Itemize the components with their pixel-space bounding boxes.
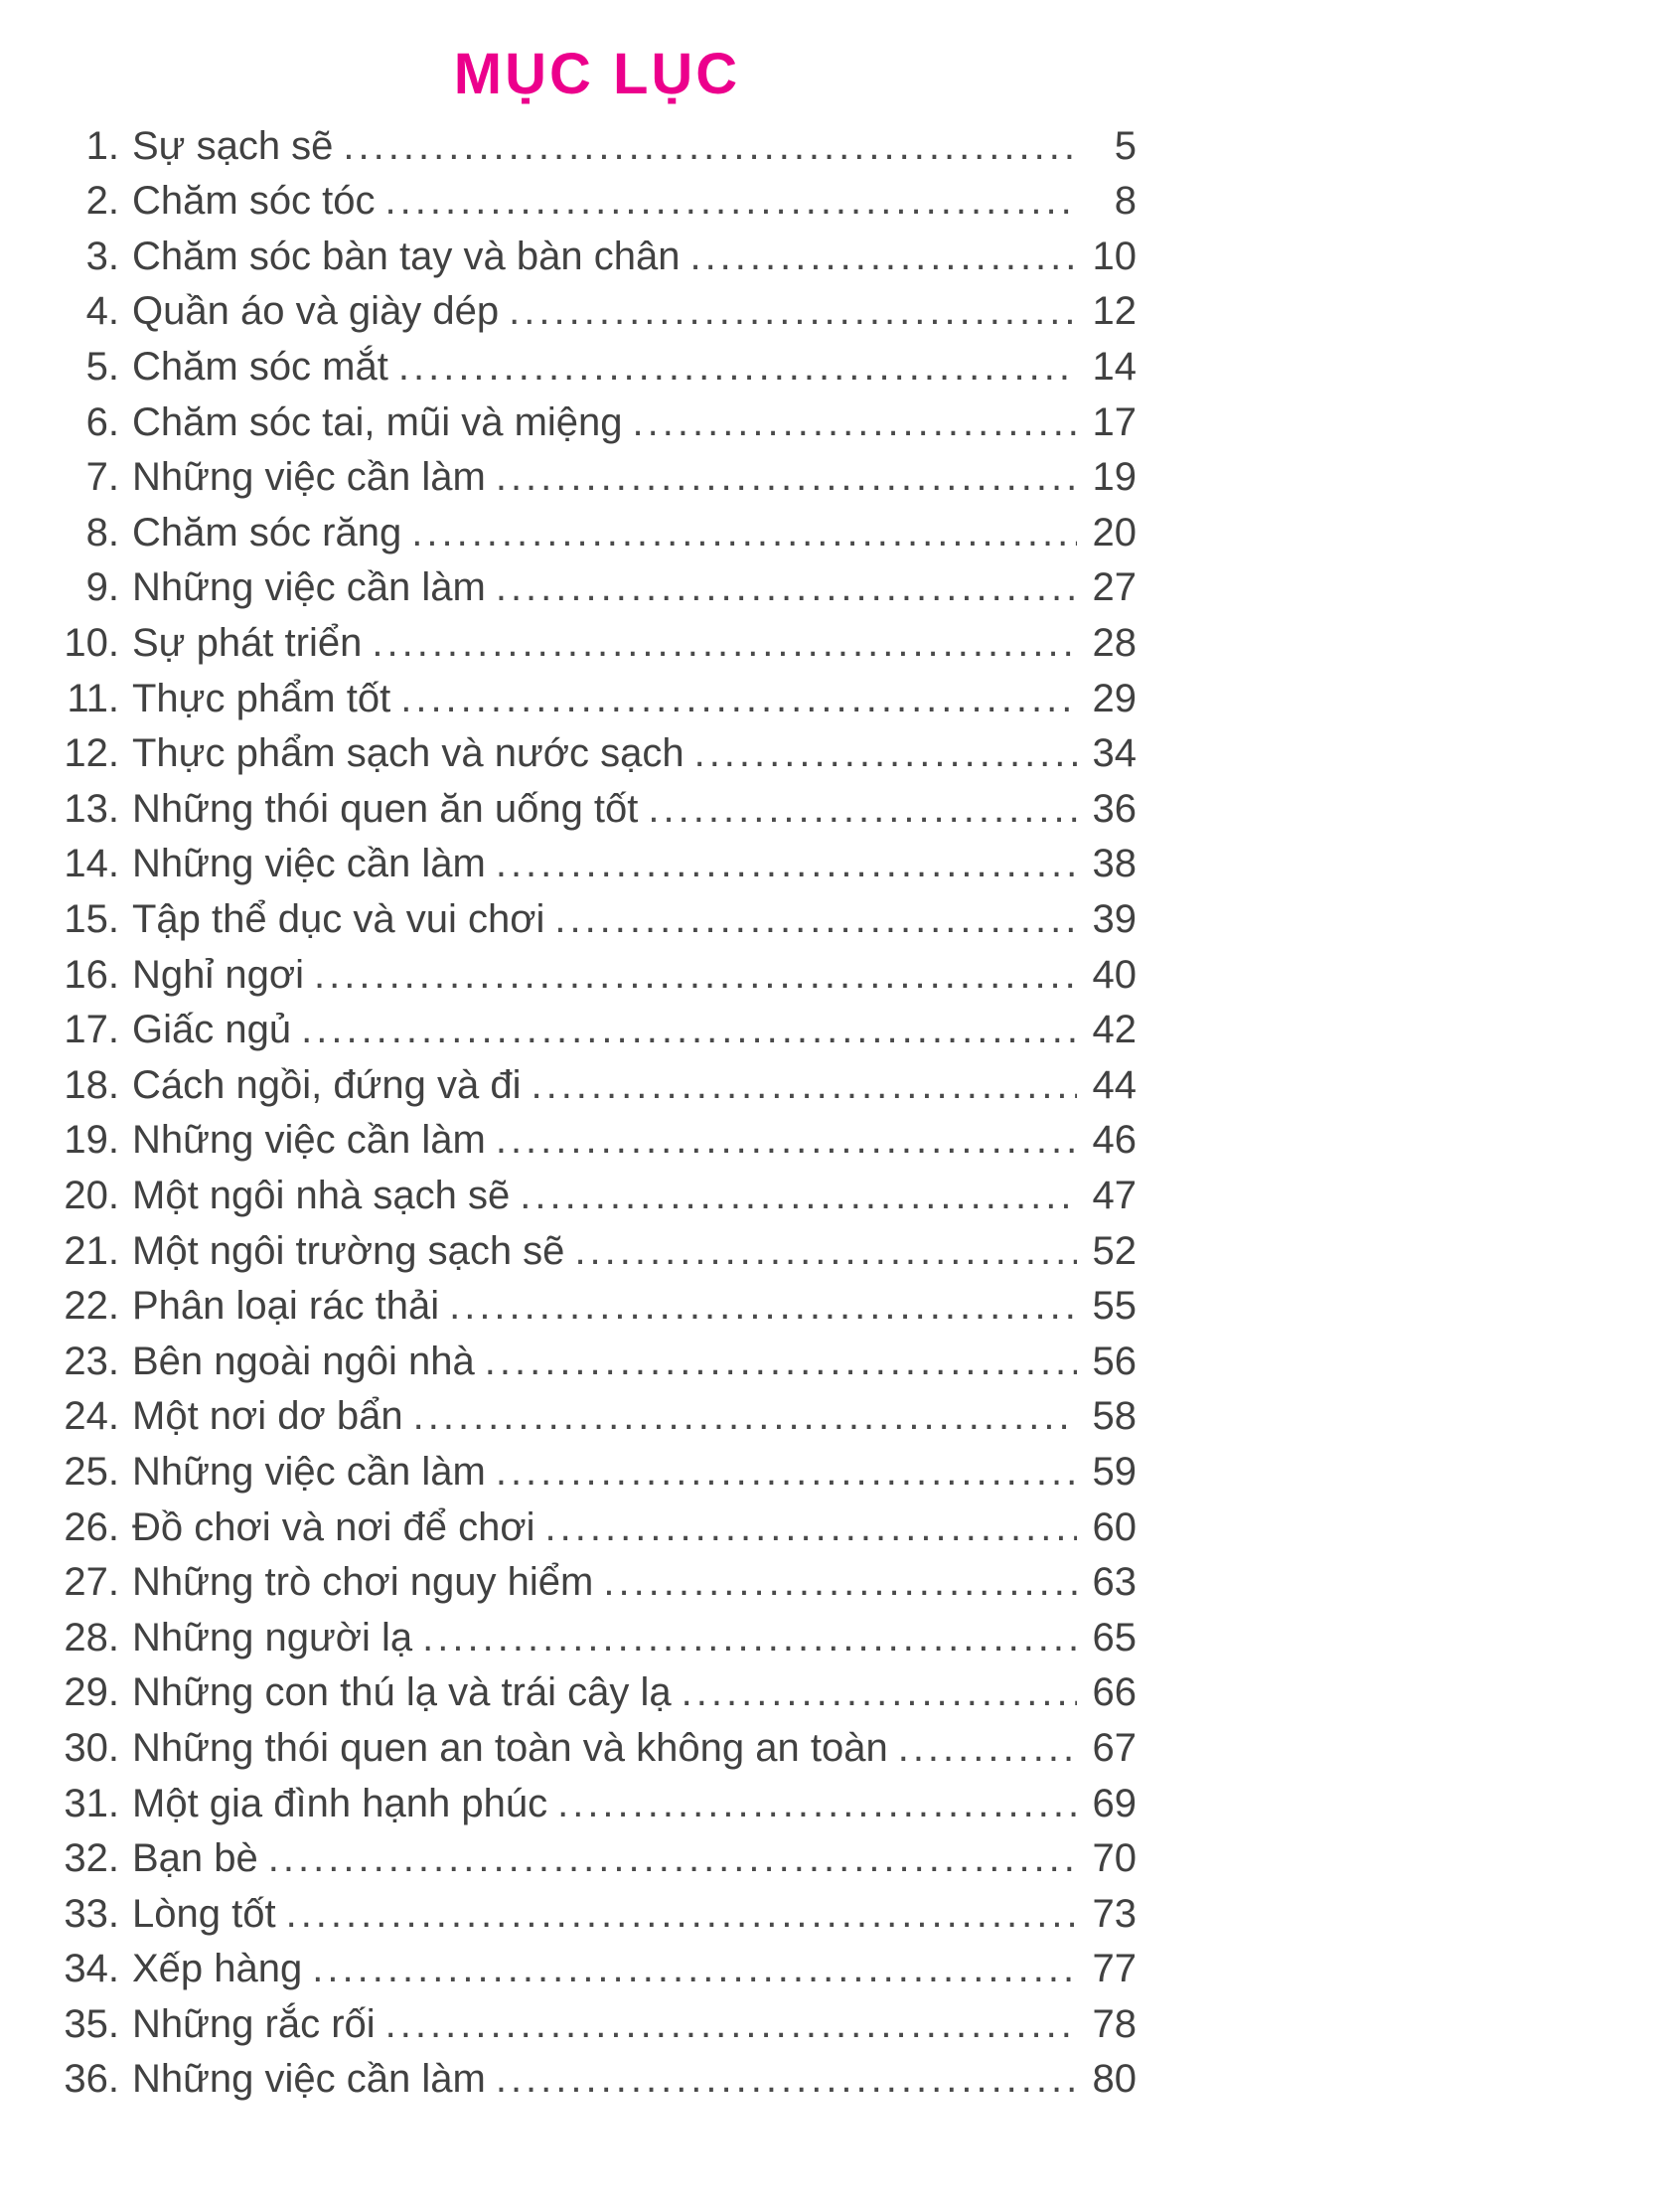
toc-item-label: Sự phát triển [132,621,363,666]
toc-item-page: 67 [1092,1725,1137,1770]
toc-row [58,1394,1137,1450]
toc-item-label: Những việc cần làm [132,2057,486,2102]
dot-leader [385,179,1077,224]
toc-item-number: 19. [64,1118,119,1163]
toc-item-number: 33. [64,1891,119,1936]
toc-item-label: Lòng tốt [132,1891,276,1936]
toc-row [58,1726,1137,1782]
toc-item-label: Quần áo và giày dép [132,289,500,334]
toc-item-label: Tập thể dục và vui chơi [132,897,545,941]
dot-leader [557,1782,1077,1826]
toc-item-page: 8 [1114,179,1137,224]
toc-item-label: Những việc cần làm [132,565,486,610]
dot-leader [312,1947,1077,1991]
toc-row [58,1947,1137,2002]
toc-item-label: Phân loại rác thải [132,1284,440,1329]
toc-item-page: 46 [1092,1118,1137,1163]
toc-item-page: 80 [1092,2057,1137,2102]
toc-item-label: Những người lạ [132,1615,413,1659]
toc-item-page: 69 [1092,1781,1137,1825]
toc-item-number: 22. [64,1284,119,1329]
toc-row [58,897,1137,953]
toc-item-number: 4. [85,289,119,334]
toc-row [58,1340,1137,1395]
dot-leader [449,1284,1077,1329]
dot-leader [385,2002,1077,2047]
toc-row [58,124,1137,180]
toc-item-number: 34. [64,1947,119,1991]
toc-item-number: 17. [64,1008,119,1052]
toc-item-label: Những việc cần làm [132,842,486,886]
toc-item-number: 18. [64,1062,119,1107]
toc-item-page: 47 [1092,1173,1137,1217]
toc-row [58,1616,1137,1671]
toc-item-label: Những trò chơi nguy hiểm [132,1560,594,1605]
toc-item-label: Những thói quen ăn uống tốt [132,786,639,831]
toc-row [58,677,1137,732]
toc-row [58,2057,1137,2113]
dot-leader [496,842,1077,886]
toc-item-label: Bạn bè [132,1836,258,1881]
toc-item-number: 29. [64,1670,119,1715]
toc-item-number: 15. [64,897,119,941]
toc-item-page: 28 [1092,621,1137,666]
toc-item-number: 11. [67,676,119,720]
toc-row [58,455,1137,511]
dot-leader [422,1616,1077,1660]
toc-item-page: 12 [1092,289,1137,334]
toc-page [58,42,1137,2113]
toc-item-number: 6. [85,399,119,444]
toc-row [58,1450,1137,1505]
toc-item-number: 12. [64,731,119,776]
dot-leader [531,1063,1077,1108]
toc-item-page: 20 [1092,510,1137,554]
toc-item-page: 65 [1092,1615,1137,1659]
dot-leader [398,345,1077,390]
dot-leader [286,1892,1077,1937]
toc-item-page: 52 [1092,1228,1137,1273]
toc-row [58,1836,1137,1892]
toc-item-number: 24. [64,1394,119,1439]
dot-leader [496,1118,1077,1163]
dot-leader [898,1726,1077,1771]
toc-item-page: 38 [1092,842,1137,886]
toc-row [58,565,1137,621]
toc-row [58,1229,1137,1285]
toc-row [58,235,1137,290]
dot-leader [372,621,1077,666]
toc-item-label: Xếp hàng [132,1947,303,1991]
toc-row [58,1008,1137,1063]
toc-row [58,289,1137,345]
dot-leader [496,1450,1077,1495]
toc-item-label: Một nơi dơ bẩn [132,1394,403,1439]
dot-leader [509,289,1077,334]
toc-row [58,2002,1137,2058]
dot-leader [268,1836,1077,1881]
toc-item-label: Những rắc rối [132,2001,376,2046]
toc-item-number: 32. [64,1836,119,1881]
dot-leader [554,897,1077,942]
dot-leader [485,1340,1077,1384]
dot-leader [301,1008,1077,1052]
toc-item-number: 30. [64,1725,119,1770]
toc-item-page: 58 [1092,1394,1137,1439]
toc-item-number: 2. [85,179,119,224]
toc-item-page: 27 [1092,565,1137,610]
toc-item-label: Những việc cần làm [132,1118,486,1163]
toc-item-page: 55 [1092,1284,1137,1329]
toc-row [58,179,1137,235]
toc-row [58,1892,1137,1948]
toc-item-page: 60 [1092,1504,1137,1549]
toc-item-number: 25. [64,1449,119,1494]
toc-item-page: 19 [1092,455,1137,500]
page-title: MỤC LỤC [453,42,741,106]
toc-row [58,953,1137,1009]
toc-row [58,621,1137,677]
toc-item-number: 16. [64,952,119,997]
toc-item-label: Cách ngồi, đứng và đi [132,1062,522,1107]
toc-item-page: 42 [1092,1008,1137,1052]
toc-item-label: Bên ngoài ngôi nhà [132,1339,475,1383]
toc-item-page: 77 [1092,1947,1137,1991]
toc-item-label: Chăm sóc mắt [132,345,388,390]
toc-row [58,1174,1137,1229]
toc-item-label: Chăm sóc tai, mũi và miệng [132,399,623,444]
toc-item-page: 39 [1092,897,1137,941]
toc-item-number: 21. [64,1228,119,1273]
toc-row [58,345,1137,400]
toc-item-page: 36 [1092,786,1137,831]
toc-row [58,1118,1137,1174]
toc-item-page: 78 [1092,2001,1137,2046]
toc-row [58,787,1137,843]
toc-item-number: 20. [64,1173,119,1217]
toc-item-label: Nghỉ ngơi [132,952,304,997]
toc-row [58,511,1137,566]
toc-item-page: 17 [1092,399,1137,444]
toc-item-page: 73 [1092,1891,1137,1936]
toc-item-page: 66 [1092,1670,1137,1715]
toc-item-label: Một ngôi nhà sạch sẽ [132,1173,511,1217]
toc-item-number: 3. [85,234,119,278]
toc-item-number: 35. [64,2001,119,2046]
toc-row [58,731,1137,787]
dot-leader [400,677,1077,721]
toc-item-number: 23. [64,1339,119,1383]
toc-row [58,842,1137,897]
toc-row [58,1063,1137,1119]
dot-leader [314,953,1077,998]
toc-item-number: 13. [64,786,119,831]
toc-item-number: 10. [64,621,119,666]
toc-list [58,124,1137,2113]
dot-leader [411,511,1077,555]
toc-item-label: Một gia đình hạnh phúc [132,1781,548,1825]
toc-item-page: 70 [1092,1836,1137,1881]
toc-item-page: 10 [1092,234,1137,278]
dot-leader [496,565,1077,610]
toc-row [58,400,1137,456]
toc-item-number: 8. [85,510,119,554]
toc-item-label: Sự sạch sẽ [132,123,334,168]
toc-item-page: 5 [1114,123,1137,168]
toc-item-number: 5. [85,345,119,390]
toc-item-number: 26. [64,1504,119,1549]
dot-leader [343,124,1077,169]
toc-item-page: 63 [1092,1560,1137,1605]
toc-item-page: 40 [1092,952,1137,997]
toc-item-label: Những con thú lạ và trái cây lạ [132,1670,672,1715]
toc-row [58,1284,1137,1340]
dot-leader [648,787,1077,832]
toc-row [58,1782,1137,1837]
toc-item-number: 14. [64,842,119,886]
toc-item-label: Thực phẩm tốt [132,676,391,720]
dot-leader [545,1505,1077,1550]
toc-row [58,1505,1137,1561]
toc-item-page: 29 [1092,676,1137,720]
toc-item-label: Những việc cần làm [132,455,486,500]
toc-item-page: 56 [1092,1339,1137,1383]
dot-leader [694,731,1077,776]
dot-leader [633,400,1077,445]
toc-item-number: 31. [64,1781,119,1825]
dot-leader [413,1394,1077,1439]
toc-item-label: Một ngôi trường sạch sẽ [132,1228,565,1273]
toc-item-number: 7. [85,455,119,500]
toc-item-label: Những thói quen an toàn và không an toàn [132,1725,888,1770]
dot-leader [603,1560,1077,1605]
toc-row [58,1560,1137,1616]
toc-item-number: 1. [85,123,119,168]
toc-item-page: 34 [1092,731,1137,776]
toc-item-label: Thực phẩm sạch và nước sạch [132,731,684,776]
toc-item-label: Chăm sóc tóc [132,179,376,224]
dot-leader [689,235,1077,279]
dot-leader [574,1229,1077,1274]
toc-item-number: 27. [64,1560,119,1605]
toc-item-label: Chăm sóc bàn tay và bàn chân [132,234,681,278]
toc-item-page: 44 [1092,1062,1137,1107]
dot-leader [520,1174,1077,1218]
toc-item-page: 59 [1092,1449,1137,1494]
toc-item-number: 28. [64,1615,119,1659]
toc-row [58,1670,1137,1726]
toc-item-number: 9. [85,565,119,610]
dot-leader [682,1670,1077,1715]
toc-item-label: Giấc ngủ [132,1008,292,1052]
toc-item-page: 14 [1092,345,1137,390]
toc-item-label: Đồ chơi và nơi để chơi [132,1504,535,1549]
dot-leader [496,2057,1077,2102]
toc-item-number: 36. [64,2057,119,2102]
dot-leader [496,455,1077,500]
toc-item-label: Chăm sóc răng [132,510,402,554]
toc-item-label: Những việc cần làm [132,1449,486,1494]
